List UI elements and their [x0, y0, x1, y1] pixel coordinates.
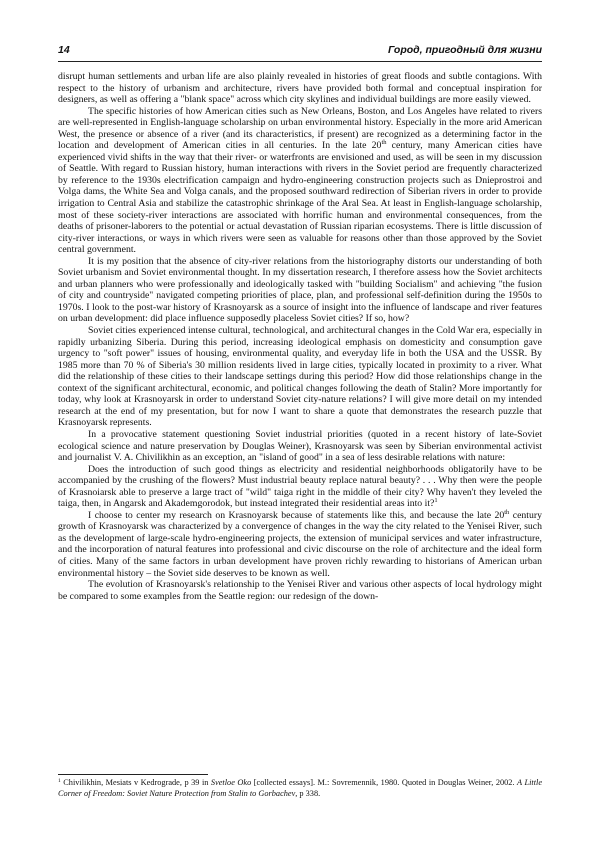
paragraph-4: Soviet cities experienced intense cultural, technological, and architectural changes in the Cold War era, especially in rapidly urbanizing Siberia. During this period, increasing ideological emphasis on domesticity and consumption gave urgency to "soft power" issues of housing, environmental quality, and everyday life in both the USA and the USSR. By 1985 more than 70 % of Siberia's 30 million residents lived in large cities, typically located in proximity to a river. What did the relationship of these cities to their landscape settings during this period? How did those relationships change in the context of the significant architectural, economic, and political changes following the death of Stalin? More importantly for today, why look at Krasnoyarsk in order to understand Soviet city-nature relations? I will give more detail on my intended research at the end of my presentation, but for now I want to share a quote that demonstrates the research puzzle that Krasnoyarsk represents.: [58, 325, 542, 429]
footnote-rule: [58, 774, 208, 775]
footnote: $^1$ Chivilikhin, Mesiats v Kedrograde, p 39 in Svetloe Oko [collected essays]. M.: Sovremennik, 1980. Quoted in Douglas Weiner, 2002. A Little Corner of Freedom: Soviet Nature Protection from Stalin to Gorbachev, p 338.: [58, 778, 543, 798]
body-text: [58, 71, 542, 602]
header-rule: [58, 61, 542, 62]
page-number: 14: [58, 44, 70, 56]
paragraph-6: I choose to center my research on Krasnoyarsk because of statements like this, and because the late 20th century growth of Krasnoyarsk was characterized by a convergence of changes in the way the city related to the Yenisei River, such as the development of large-scale hydro-engineering projects, the extension of municipal services and water infrastructure, and the incorporation of natural features into professional and civic discourse on the role of architecture and the ideal form of cities. Many of the same factors in urban development have proven richly rewarding to historians of American urban environmental history – the Soviet side deserves to be known as well.: [58, 508, 542, 579]
paragraph-1: disrupt human settlements and urban life are also plainly revealed in histories of great floods and subtle contagions. With respect to the history of urbanism and architecture, rivers have provided both formal and conceptual inspiration for designers, as well as offering a "blank space" across which city skylines and individual buildings are more easily viewed.: [58, 71, 542, 106]
running-title: Город, пригодный для жизни: [388, 44, 542, 56]
block-quote: Does the introduction of such good things as electricity and residential neighborhoods obligatorily have to be accompanied by the crushing of the flowers? Must industrial beauty replace natural beauty? . . . Why then were the people of Krasnoiarsk able to preserve a large tract of "wild" taiga right in the middle of their city? Why haven't they leveled the taiga, then, in Angarsk and Akademgorodok, but instead integrated their residential areas into it?$^1$: [58, 463, 542, 510]
paragraph-7: The evolution of Krasnoyarsk's relationship to the Yenisei River and various other aspects of local hydrology might be compared to some examples from the Seattle region: our redesign of the down-: [58, 579, 542, 602]
page-header: [58, 42, 542, 58]
footnote-reference: 1: [434, 497, 438, 505]
paragraph-3: It is my position that the absence of city-river relations from the historiography distorts our understanding of both Soviet urbanism and Soviet environmental thought. In my dissertation research, I therefore assess how the Soviet architects and urban planners who were professionally and ideologically tasked with "building Socialism" and achieving "the fusion of city and countryside" navigated competing priorities of place, plan, and professional self-definition during the 1950s to 1970s. I look to the post-war history of Krasnoyarsk as a source of insight into the influence of landscape and river features on urban development: did place influence supposedly placeless Soviet cities? If so, how?: [58, 255, 542, 325]
paragraph-5: In a provocative statement questioning Soviet industrial priorities (quoted in a recent history of late-Soviet ecological science and nature preservation by Douglas Weiner), Krasnoyarsk was seen by Siberian environmental activist and journalist V. A. Chivilikhin as an exception, an "island of good" in a sea of less desirable relations with nature:: [58, 428, 542, 464]
paragraph-2: The specific histories of how American cities such as New Orleans, Boston, and Los Angeles have related to rivers are well-represented in English-language scholarship on urban environmental history. Especially in the more arid American West, the presence or absence of a river (and its characteristics, if present) are recognized as a determining factor in the location and development of American cities in all centuries. In the late 20th century, many American cities have experienced vivid shifts in the way that their river- or waterfronts are envisioned and used, as will be seen in my discussion of Seattle. With regard to Russian history, human interactions with rivers in the Soviet period are frequently characterized by reference to the 1930s electrification campaign and hydro-engineering construction projects such as Dnieprostroi and Volga dams, the White Sea and Volga canals, and the proposed southward redirection of Siberian rivers in order to provide irrigation to Central Asia and stabilize the catastrophic shrinkage of the Aral Sea. At least in English-language scholarship, most of these society-river interactions are associated with horrific human and environmental consequences, from the deaths of prisoner-laborers to the potential or actual devastation of Russian riparian ecosystems. There is little discussion of city-river interactions, or ways in which rivers were seen as valuable for reasons other than those approved by the Soviet central government.: [58, 105, 542, 256]
